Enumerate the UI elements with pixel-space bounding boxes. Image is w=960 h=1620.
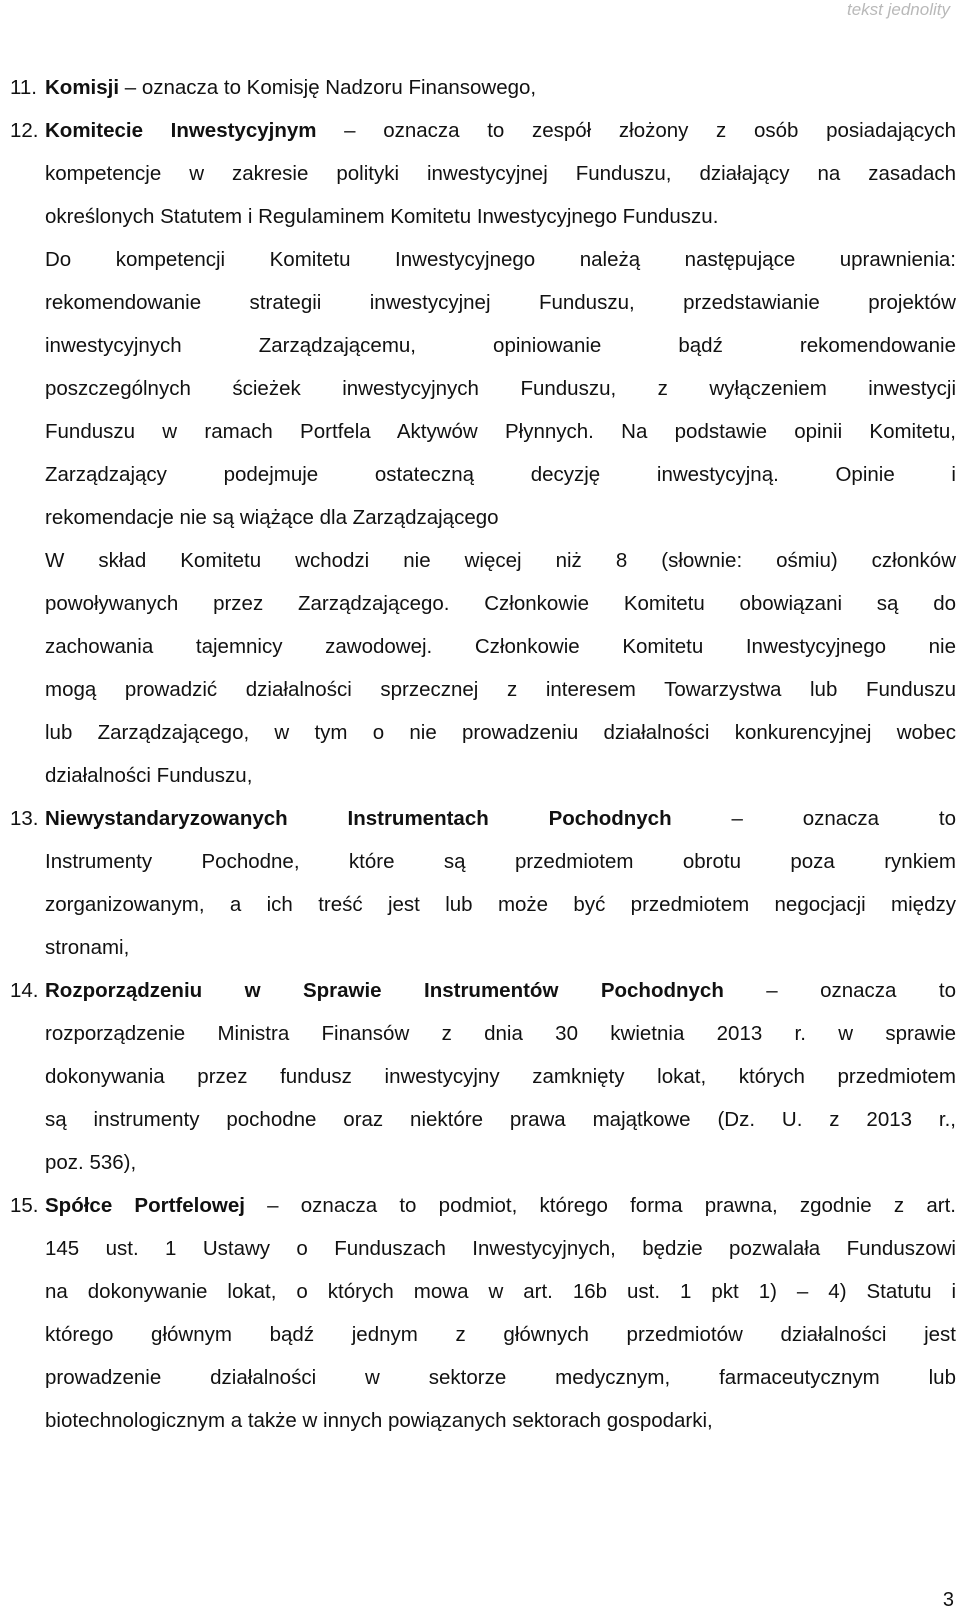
text-line [45, 453, 956, 496]
text-segment: W skład Komitetu wchodzi nie więcej niż 8 (słownie: ośmiu) członków [45, 549, 956, 572]
item-number: 12. [10, 119, 39, 142]
text-line [45, 797, 956, 840]
text-line [45, 754, 956, 797]
text-line [45, 539, 956, 582]
item-number: 15. [10, 1194, 39, 1217]
text-line [45, 496, 956, 539]
text-line [45, 238, 956, 281]
text-line [45, 840, 956, 883]
text-line [45, 1055, 956, 1098]
text-line [45, 1313, 956, 1356]
text-segment: – oznacza to zespół złożony z osób posiadających [316, 119, 956, 142]
definition-item [10, 1184, 956, 1442]
text-segment: określonych Statutem i Regulaminem Komitetu Inwestycyjnego Funduszu. [45, 205, 719, 228]
text-line [45, 1098, 956, 1141]
defined-term: Niewystandaryzowanych Instrumentach Pochodnych [45, 807, 672, 830]
text-segment: – oznacza to podmiot, którego forma prawna, zgodnie z art. [244, 1194, 957, 1217]
text-line [45, 969, 956, 1012]
text-segment: – oznacza to [671, 807, 956, 830]
text-line [45, 1227, 956, 1270]
text-segment: zorganizowanym, a ich treść jest lub może być przedmiotem negocjacji między [45, 893, 956, 916]
text-segment: poz. 536), [45, 1151, 137, 1174]
text-segment: Zarządzający podejmuje ostateczną decyzję inwestycyjną. Opinie i [45, 463, 956, 486]
text-segment: biotechnologicznym a także w innych powiązanych sektorach gospodarki, [45, 1409, 713, 1432]
defined-term: Komitecie Inwestycyjnym [45, 119, 317, 142]
item-number: 14. [10, 979, 39, 1002]
defined-term: Spółce Portfelowej [45, 1194, 245, 1217]
text-line [45, 668, 956, 711]
text-line [45, 1270, 956, 1313]
text-line [45, 1012, 956, 1055]
item-content [45, 1184, 956, 1442]
text-line [45, 281, 956, 324]
item-content [45, 109, 956, 797]
text-segment: na dokonywanie lokat, o których mowa w art. 16b ust. 1 pkt 1) – 4) Statutu i [45, 1280, 956, 1303]
text-segment: którego głównym bądź jednym z głównych przedmiotów działalności jest [45, 1323, 956, 1346]
text-segment: Do kompetencji Komitetu Inwestycyjnego należą następujące uprawnienia: [45, 248, 956, 271]
item-content [45, 66, 956, 109]
text-line [45, 1399, 956, 1442]
text-segment: – oznacza to Komisję Nadzoru Finansowego, [119, 76, 537, 99]
definitions-list [10, 66, 956, 1442]
text-segment: Instrumenty Pochodne, które są przedmiotem obrotu poza rynkiem [45, 850, 956, 873]
text-segment: zachowania tajemnicy zawodowej. Członkowie Komitetu Inwestycyjnego nie [45, 635, 956, 658]
text-segment: mogą prowadzić działalności sprzecznej z interesem Towarzystwa lub Funduszu [45, 678, 956, 701]
item-number: 13. [10, 807, 39, 830]
text-segment: są instrumenty pochodne oraz niektóre prawa majątkowe (Dz. U. z 2013 r., [45, 1108, 956, 1131]
text-segment: rekomendowanie strategii inwestycyjnej Funduszu, przedstawianie projektów [45, 291, 956, 314]
text-segment: powoływanych przez Zarządzającego. Członkowie Komitetu obowiązani są do [45, 592, 956, 615]
text-line [45, 1141, 956, 1184]
page-number: 3 [942, 1589, 954, 1611]
definition-item [10, 969, 956, 1184]
text-segment: 145 ust. 1 Ustawy o Funduszach Inwestycyjnych, będzie pozwalała Funduszowi [45, 1237, 956, 1260]
text-line [45, 625, 956, 668]
text-segment: prowadzenie działalności w sektorze medycznym, farmaceutycznym lub [45, 1366, 956, 1389]
definition-item [10, 109, 956, 797]
text-segment: rekomendacje nie są wiążące dla Zarządzającego [45, 506, 499, 529]
text-segment: – oznacza to [723, 979, 956, 1002]
text-segment: działalności Funduszu, [45, 764, 253, 787]
text-line [45, 883, 956, 926]
defined-term: Rozporządzeniu w Sprawie Instrumentów Pochodnych [45, 979, 724, 1002]
text-line [45, 926, 956, 969]
text-line [45, 152, 956, 195]
text-line [45, 195, 956, 238]
text-line [45, 367, 956, 410]
text-segment: stronami, [45, 936, 130, 959]
text-line [45, 582, 956, 625]
text-segment: dokonywania przez fundusz inwestycyjny zamknięty lokat, których przedmiotem [45, 1065, 956, 1088]
item-number: 11. [10, 76, 37, 99]
text-line [45, 711, 956, 754]
text-segment: kompetencje w zakresie polityki inwestycyjnej Funduszu, działający na zasadach [45, 162, 956, 185]
header-note: tekst jednolity [847, 0, 950, 19]
defined-term: Komisji [45, 76, 120, 99]
text-segment: lub Zarządzającego, w tym o nie prowadzeniu działalności konkurencyjnej wobec [45, 721, 956, 744]
item-content [45, 797, 956, 969]
item-content [45, 969, 956, 1184]
text-segment: rozporządzenie Ministra Finansów z dnia 30 kwietnia 2013 r. w sprawie [45, 1022, 956, 1045]
text-line [45, 410, 956, 453]
text-segment: inwestycyjnych Zarządzającemu, opiniowanie bądź rekomendowanie [45, 334, 956, 357]
text-segment: Funduszu w ramach Portfela Aktywów Płynnych. Na podstawie opinii Komitetu, [45, 420, 956, 443]
text-line [45, 324, 956, 367]
definition-item [10, 66, 956, 109]
text-line [45, 1356, 956, 1399]
text-line [45, 66, 956, 109]
text-segment: poszczególnych ścieżek inwestycyjnych Funduszu, z wyłączeniem inwestycji [45, 377, 956, 400]
definition-item [10, 797, 956, 969]
text-line [45, 1184, 956, 1227]
text-line [45, 109, 956, 152]
